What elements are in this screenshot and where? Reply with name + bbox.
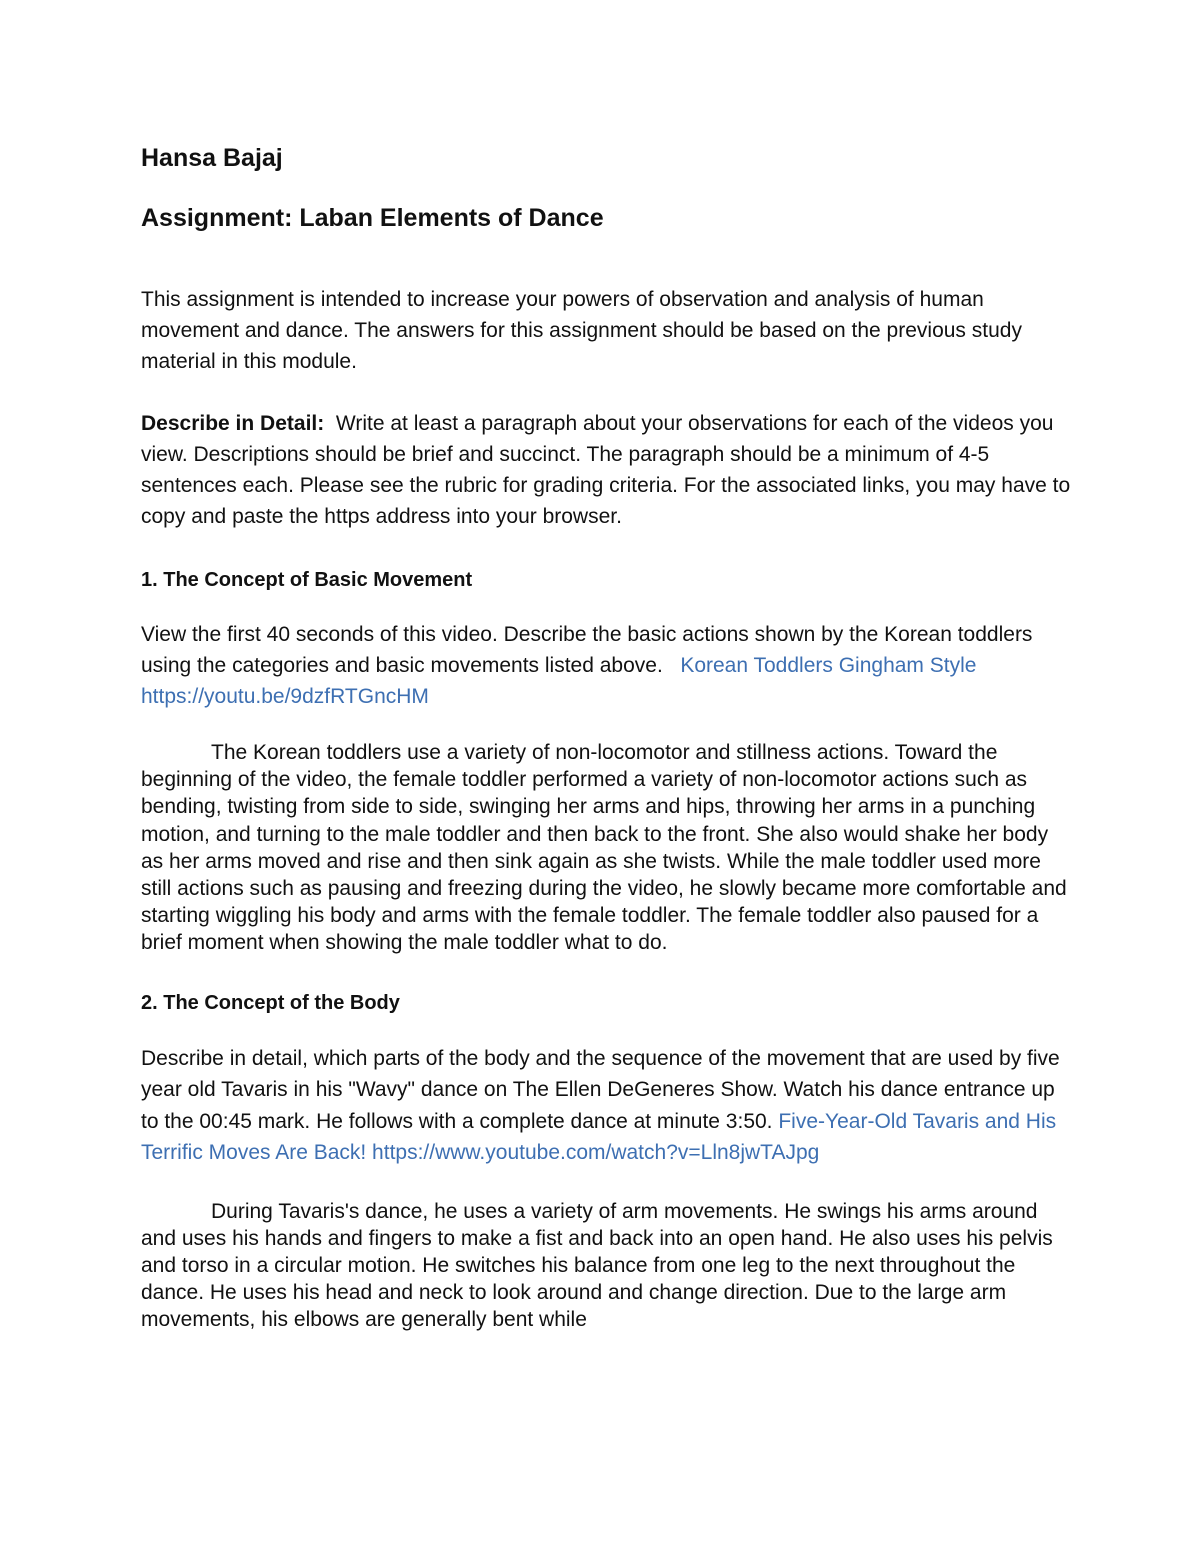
assignment-title: Assignment: Laban Elements of Dance: [141, 204, 604, 232]
prompt-text: Describe in detail, which parts of the body and the sequence of the movement that are used by five year old Tavaris in his "Wavy" dance on The Ellen DeGeneres Show. Watch his dance entrance up to the 00:45 mark. He follows with a complete dance at minute 3:50.: [141, 1046, 1060, 1133]
intro-paragraph: This assignment is intended to increase your powers of observation and analysis of human movement and dance. The answers for this assignment should be based on the previous study material in this module.: [141, 288, 1022, 373]
instructions-text: Write at least a paragraph about your observations for each of the videos you view. Descriptions should be brief and succinct. The paragraph should be a minimum of 4-5 sentences each. Please see the rubric for grading criteria. For the associated links, you may have to copy and paste the https address into your browser.: [141, 412, 1071, 528]
instructions-lead: Describe in Detail:: [141, 412, 325, 435]
video-link-tavaris[interactable]: Five-Year-Old Tavaris and His Terrific Moves Are Back! https://www.youtube.com/watch?v=Lln8jwTAJpg: [141, 1109, 1057, 1165]
prompt-text: View the first 40 seconds of this video. Describe the basic actions shown by the Korean toddlers using the categories and basic movements listed above.: [141, 623, 1033, 677]
document-body: [141, 140, 1071, 1334]
section-prompt-body: [141, 1043, 1071, 1169]
author-name: Hansa Bajaj: [141, 144, 283, 172]
answer-paragraph-basic-movement: The Korean toddlers use a variety of non-locomotor and stillness actions. Toward the beginning of the video, the female toddler performed a variety of non-locomotor actions such as bending, twisting from side to side, swinging her arms and hips, throwing her arms in a punching motion, and turning to the male toddler and then back to the front. She also would shake her body as her arms moved and rise and then sink again as she twists. While the male toddler used more still actions such as pausing and freezing during the video, he slowly became more comfortable and starting wiggling his body and arms with the female toddler. The female toddler also paused for a brief moment when showing the male toddler what to do.: [141, 741, 1067, 955]
section-heading-body: 2. The Concept of the Body: [141, 991, 400, 1014]
answer-paragraph-body: During Tavaris's dance, he uses a variety of arm movements. He swings his arms around and uses his hands and fingers to make a fist and back into an open hand. He also uses his pelvis and torso in a circular motion. He switches his balance from one leg to the next throughout the dance. He uses his head and neck to look around and change direction. Due to the large arm movements, his elbows are generally bent while: [141, 1199, 1053, 1332]
section-prompt-basic-movement: [141, 619, 1071, 712]
video-link-korean-toddlers[interactable]: Korean Toddlers Gingham Style https://youtu.be/9dzfRTGncHM: [141, 654, 977, 708]
section-heading-basic-movement: 1. The Concept of Basic Movement: [141, 569, 473, 591]
instructions-paragraph: [141, 408, 1071, 532]
